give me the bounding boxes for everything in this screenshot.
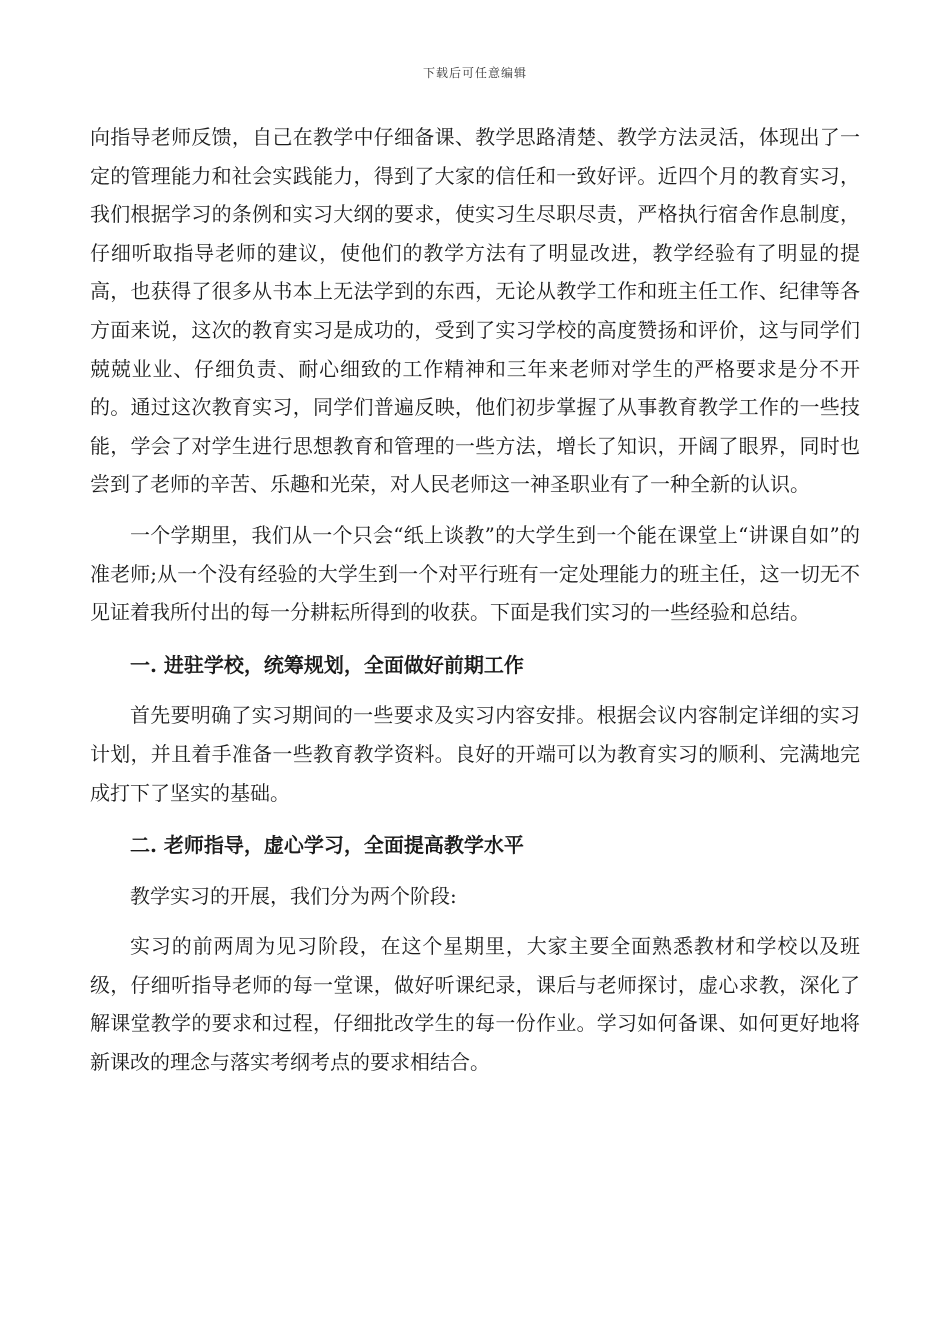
page-header: 下载后可任意编辑 — [422, 66, 527, 80]
paragraph-observation-stage: 实习的前两周为见习阶段，在这个星期里，大家主要全面熟悉教材和学校以及班级，仔细听指导老师的每一堂课，做好听课纪录，课后与老师探讨，虚心求教，深化了解课堂教学的要求和过程，仔细批改学生的每一份作业。学习如何备课、如何更好地将新课改的理念与落实考纲考点的要求相结合。 — [90, 934, 860, 1075]
paragraph-planning: 首先要明确了实习期间的一些要求及实习内容安排。根据会议内容制定详细的实习计划，并且着手准备一些教育教学资料。良好的开端可以为教育实习的顺利、完满地完成打下了坚实的基础。 — [90, 703, 860, 805]
paragraph-semester-summary: 一个学期里，我们从一个只会“纸上谈教”的大学生到一个能在课堂上“讲课自如”的准老师;从一个没有经验的大学生到一个对平行班有一定处理能力的班主任，这一切无不见证着我所付出的每一分耕耘所得到的收获。下面是我们实习的一些经验和总结。 — [90, 522, 860, 625]
paragraph-two-stages: 教学实习的开展，我们分为两个阶段: — [130, 883, 457, 908]
section-heading-1: 一. 进驻学校，统筹规划，全面做好前期工作 — [130, 652, 524, 677]
document-body — [90, 118, 860, 1082]
paragraph-internship-feedback: 向指导老师反馈，自己在教学中仔细备课、教学思路清楚、教学方法灵活，体现出了一定的管理能力和社会实践能力，得到了大家的信任和一致好评。近四个月的教育实习，我们根据学习的条例和实习大纲的要求，使实习生尽职尽责，严格执行宿舍作息制度，仔细听取指导老师的建议，使他们的教学方法有了明显改进，教学经验有了明显的提高，也获得了很多从书本上无法学到的东西，无论从教学工作和班主任工作、纪律等各方面来说，这次的教育实习是成功的，受到了实习学校的高度赞扬和评价，这与同学们兢兢业业、仔细负责、耐心细致的工作精神和三年来老师对学生的严格要求是分不开的。通过这次教育实习，同学们普遍反映，他们初步掌握了从事教育教学工作的一些技能，学会了对学生进行思想教育和管理的一些方法，增长了知识，开阔了眼界，同时也尝到了老师的辛苦、乐趣和光荣，对人民老师这一神圣职业有了一种全新的认识。 — [90, 125, 860, 497]
section-heading-2: 二. 老师指导，虚心学习，全面提高教学水平 — [130, 833, 524, 858]
